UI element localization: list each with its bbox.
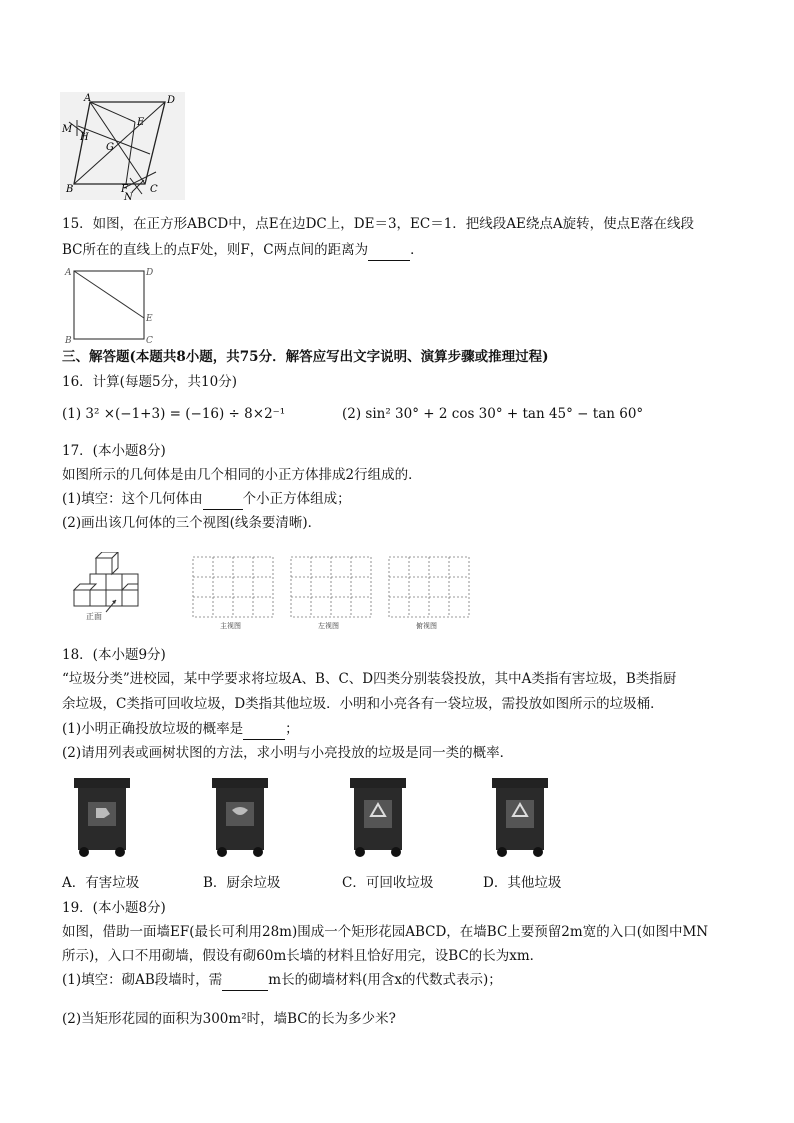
q17-line2 <box>62 489 351 510</box>
q15-line2-end: ． <box>410 242 424 258</box>
q16-title: 16．计算(每题5分，共10分) <box>62 374 237 390</box>
fig14-label-c: C <box>150 184 158 195</box>
q16-part1: (1) 3² ×(−1+3) = (−16) ÷ 8×2⁻¹ <box>62 406 286 422</box>
q17-line2-end: 个小正方体组成； <box>242 491 351 507</box>
fig15-label-a: A <box>65 268 72 278</box>
q17-solid-figure <box>66 552 156 620</box>
q15-figure <box>62 266 162 344</box>
q17-grid-top <box>388 556 470 630</box>
bin-c <box>348 776 408 858</box>
q18-title: 18．(本小题9分) <box>62 647 166 663</box>
fig14-label-m: M <box>62 124 73 135</box>
fig14-label-d: D <box>167 95 176 106</box>
q19-line3-end: m长的砌墙材料(用含x的代数式表示)； <box>268 972 502 988</box>
q17-line2-text: (1)填空：这个几何体由 <box>62 491 203 507</box>
q15-line2 <box>62 240 424 261</box>
bin-d <box>490 776 550 858</box>
q15-answer-blank[interactable] <box>368 240 410 261</box>
q17-line3: (2)画出该几何体的三个视图(线条要清晰)． <box>62 515 322 531</box>
q17-grid-caption-left: 左视图 <box>318 622 339 630</box>
section3-heading: 三、解答题(本题共8小题，共75分．解答应写出文字说明、演算步骤或推理过程) <box>62 349 549 365</box>
q18-line3-text: (1)小明正确投放垃圾的概率是 <box>62 721 244 737</box>
q17-title: 17．(本小题8分) <box>62 443 166 459</box>
q18-answer-blank[interactable] <box>243 719 285 740</box>
q19-answer-blank[interactable] <box>222 970 268 991</box>
q15-line1: 15．如图，在正方形ABCD中，点E在边DC上，DE＝3，EC＝1．把线段AE绕点A旋转，使点E落在线段 <box>62 216 695 232</box>
q17-line1: 如图所示的几何体是由几个相同的小正方体排成2行组成的． <box>62 467 422 483</box>
q16-part2: (2) sin² 30° + 2 cos 30° + tan 45° − tan 60° <box>342 406 644 422</box>
fig14-label-h: H <box>80 132 89 143</box>
q17-grid-left <box>290 556 372 630</box>
q19-line2: 所示)，入口不用砌墙，假设有砌60m长墙的材料且恰好用完，设BC的长为xm． <box>62 948 544 964</box>
bin-label-c: C．可回收垃圾 <box>342 875 434 891</box>
q18-line3 <box>62 719 299 740</box>
bin-b <box>210 776 270 858</box>
q15-line2-text: BC所在的直线上的点F处，则F，C两点间的距离为 <box>62 242 369 258</box>
fig14-label-a: A <box>84 93 92 104</box>
q19-line4: (2)当矩形花园的面积为300m²时，墙BC的长为多少米? <box>62 1011 396 1027</box>
q17-grid-caption-top: 俯视图 <box>416 622 437 630</box>
q19-title: 19．(本小题8分) <box>62 900 166 916</box>
bin-a <box>72 776 132 858</box>
fig14-label-f: F <box>121 184 128 195</box>
q17-grid-main <box>192 556 274 630</box>
fig15-label-d: D <box>146 268 154 278</box>
fig15-label-e: E <box>146 314 153 324</box>
q19-line3-text: (1)填空：砌AB段墙时，需 <box>62 972 223 988</box>
bin-label-d: D．其他垃圾 <box>483 875 562 891</box>
q19-line3 <box>62 970 502 991</box>
fig15-label-c: C <box>146 336 153 344</box>
fig14-label-e: E <box>137 117 145 128</box>
q18-line3-end: ； <box>285 721 299 737</box>
q18-line4: (2)请用列表或画树状图的方法，求小明与小亮投放的垃圾是同一类的概率． <box>62 745 514 761</box>
q17-answer-blank[interactable] <box>203 489 243 510</box>
fig15-label-b: B <box>65 336 72 344</box>
q18-line2: 余垃圾，C类指可回收垃圾，D类指其他垃圾．小明和小亮各有一袋垃圾，需投放如图所示的垃圾桶． <box>62 696 664 712</box>
fig14-label-b: B <box>66 184 74 195</box>
q14-figure <box>60 92 185 200</box>
q18-line1: “垃圾分类”进校园，某中学要求将垃圾A、B、C、D四类分别装袋投放，其中A类指有害垃圾，B类指厨 <box>62 671 677 687</box>
q17-grid-caption-main: 主视图 <box>220 622 241 630</box>
fig14-label-g: G <box>106 142 114 153</box>
bin-label-a: A．有害垃圾 <box>62 875 140 891</box>
q17-front-caption: 正面 <box>86 612 102 620</box>
fig14-label-n: N <box>124 192 133 200</box>
q19-line1: 如图，借助一面墙EF(最长可利用28m)围成一个矩形花园ABCD，在墙BC上要预留2m宽的入口(如图中MN <box>62 924 709 940</box>
bin-label-b: B．厨余垃圾 <box>203 875 281 891</box>
